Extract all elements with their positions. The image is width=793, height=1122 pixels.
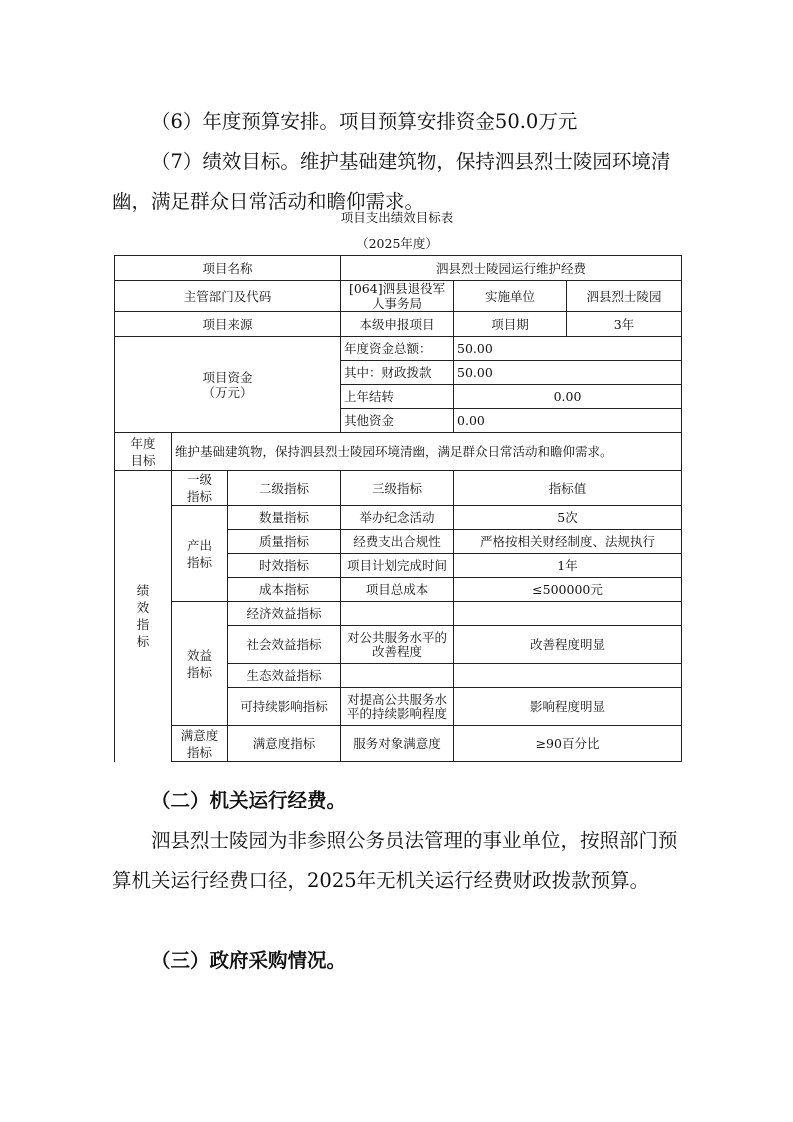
benefit-l3 xyxy=(341,602,454,626)
benefit-l3: 对公共服务水平的改善程度 xyxy=(341,626,454,664)
output-value: 严格按相关财经制度、法规执行 xyxy=(454,530,682,554)
fiscal-value: 50.00 xyxy=(454,361,682,385)
funds-label-text: 项目资金 xyxy=(202,369,253,385)
dept-code-label: 主管部门及代码 xyxy=(115,281,341,312)
lvl1-header-text: 一级指标 xyxy=(186,472,212,504)
budget-paragraph: （6）年度预算安排。项目预算安排资金50.0万元 xyxy=(151,110,578,133)
output-value: 5次 xyxy=(454,506,682,530)
output-l2: 时效指标 xyxy=(228,554,341,578)
output-l3: 经费支出合规性 xyxy=(341,530,454,554)
admin-cost-paragraph: 泗县烈士陵园为非参照公务员法管理的事业单位，按照部门预算机关运行经费口径，2025年无机关运行经费财政拨款预算。 xyxy=(112,829,678,892)
output-l2: 成本指标 xyxy=(228,578,341,602)
satisfaction-l3: 服务对象满意度 xyxy=(341,726,454,762)
benefit-l2: 生态效益指标 xyxy=(228,664,341,688)
benefit-l2: 可持续影响指标 xyxy=(228,688,341,726)
table-row xyxy=(115,506,682,530)
output-value: 1年 xyxy=(454,554,682,578)
output-group-label xyxy=(172,506,228,602)
period-value: 3年 xyxy=(567,312,682,337)
benefit-value: 影响程度明显 xyxy=(454,688,682,726)
section-heading-2: （二）机关运行经费。 xyxy=(151,789,347,812)
benefit-l2: 社会效益指标 xyxy=(228,626,341,664)
table-row xyxy=(115,256,682,281)
benefit-group-label xyxy=(172,602,228,726)
value-header: 指标值 xyxy=(454,471,682,506)
lvl2-header: 二级指标 xyxy=(228,471,341,506)
annual-goal-label-text: 年度目标 xyxy=(130,435,156,468)
table-row xyxy=(115,312,682,337)
table-row xyxy=(115,726,682,762)
funds-unit-text: （万元） xyxy=(202,384,253,400)
satisfaction-value: ≥90百分比 xyxy=(454,726,682,762)
period-label: 项目期 xyxy=(454,312,567,337)
benefit-l2: 经济效益指标 xyxy=(228,602,341,626)
satisfaction-group-text: 满意度指标 xyxy=(180,727,219,760)
perf-indicators-text: 绩效指标 xyxy=(136,583,150,650)
carryover-label: 上年结转 xyxy=(341,385,454,409)
other-funds-value: 0.00 xyxy=(454,409,682,433)
benefit-value xyxy=(454,602,682,626)
table-row xyxy=(115,433,682,471)
project-name-value: 泗县烈士陵园运行维护经费 xyxy=(341,256,682,281)
impl-unit-value: 泗县烈士陵园 xyxy=(567,281,682,312)
section-heading-3: （三）政府采购情况。 xyxy=(151,949,347,972)
project-name-label: 项目名称 xyxy=(115,256,341,281)
benefit-value xyxy=(454,664,682,688)
benefit-l3 xyxy=(341,664,454,688)
benefit-l3: 对提高公共服务水平的持续影响程度 xyxy=(341,688,454,726)
table-year: （2025年度） xyxy=(356,236,438,251)
carryover-value: 0.00 xyxy=(454,385,682,409)
annual-total-value: 50.00 xyxy=(454,337,682,361)
source-label: 项目来源 xyxy=(115,312,341,337)
output-l2: 质量指标 xyxy=(228,530,341,554)
table-row xyxy=(115,281,682,312)
benefit-value: 改善程度明显 xyxy=(454,626,682,664)
lvl1-header xyxy=(172,471,228,506)
table-row xyxy=(115,602,682,626)
output-l3: 举办纪念活动 xyxy=(341,506,454,530)
annual-goal-label xyxy=(115,433,172,471)
output-value: ≤500000元 xyxy=(454,578,682,602)
table-row xyxy=(115,337,682,361)
perf-indicators-label xyxy=(115,471,172,762)
annual-total-label: 年度资金总额： xyxy=(341,337,454,361)
output-l3: 项目计划完成时间 xyxy=(341,554,454,578)
source-value: 本级申报项目 xyxy=(341,312,454,337)
dept-code-value: [064]泗县退役军人事务局 xyxy=(341,281,454,312)
satisfaction-l2: 满意度指标 xyxy=(228,726,341,762)
table-row xyxy=(115,471,682,506)
performance-table xyxy=(114,255,682,762)
benefit-group-text: 效益指标 xyxy=(186,647,212,680)
lvl3-header: 三级指标 xyxy=(341,471,454,506)
output-l3: 项目总成本 xyxy=(341,578,454,602)
output-l2: 数量指标 xyxy=(228,506,341,530)
satisfaction-group-label xyxy=(172,726,228,762)
funds-label xyxy=(115,337,341,433)
goal-paragraph: （7）绩效目标。维护基础建筑物，保持泗县烈士陵园环境清幽，满足群众日常活动和瞻仰需求。 xyxy=(112,150,671,213)
other-funds-label: 其他资金 xyxy=(341,409,454,433)
table-title: 项目支出绩效目标表 xyxy=(340,210,454,225)
output-group-text: 产出指标 xyxy=(186,537,212,570)
fiscal-label: 其中：财政拨款 xyxy=(341,361,454,385)
impl-unit-label: 实施单位 xyxy=(454,281,567,312)
annual-goal-value: 维护基础建筑物，保持泗县烈士陵园环境清幽，满足群众日常活动和瞻仰需求。 xyxy=(172,433,682,471)
